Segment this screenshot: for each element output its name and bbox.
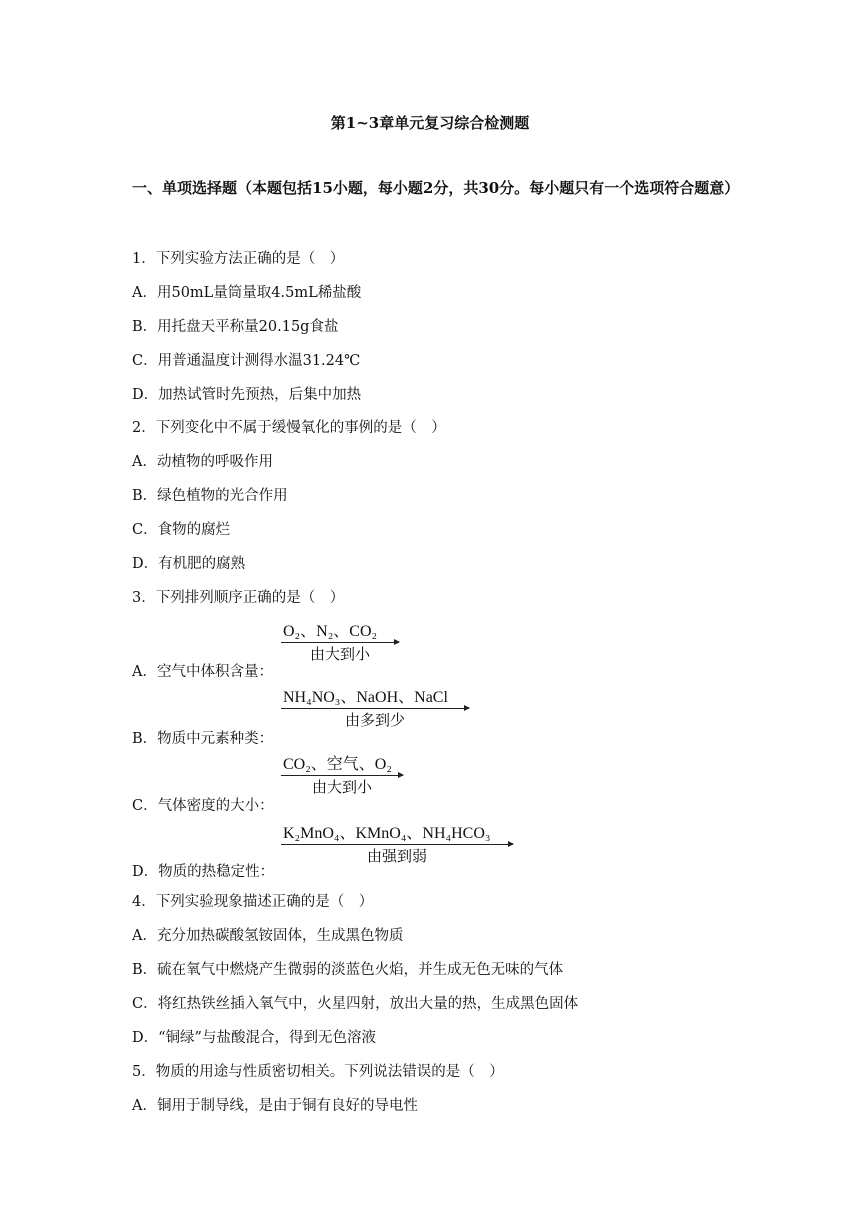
q1-option-d: D．加热试管时先预热，后集中加热 (132, 387, 362, 403)
q3-stem: 3．下列排列顺序正确的是（ ） (132, 590, 345, 606)
q3-a-arrow-top: O₂、N₂、CO₂ (283, 623, 378, 640)
q3-c-arrow-top: CO₂、空气、O₂ (283, 756, 392, 773)
q3-b-arrow-bottom: 由多到少 (344, 711, 405, 729)
q3-option-c: C．气体密度的大小： (132, 798, 274, 814)
q4-option-a: A．充分加热碳酸氢铵固体，生成黑色物质 (132, 928, 404, 944)
arrow-line (281, 775, 403, 776)
q2-option-b: B．绿色植物的光合作用 (132, 488, 288, 504)
q3-d-arrow-bottom: 由强到弱 (366, 847, 427, 865)
q4-option-c: C．将红热铁丝插入氧气中，火星四射，放出大量的热，生成黑色固体 (132, 996, 579, 1012)
q2-stem: 2．下列变化中不属于缓慢氧化的事例的是（ ） (132, 420, 446, 436)
q1-option-c: C．用普通温度计测得水温31.24℃ (132, 353, 361, 369)
q3-b-arrow-top: NH₄NO₃、NaOH、NaCl (283, 689, 448, 706)
q3-option-b: B．物质中元素种类： (132, 731, 274, 747)
q3-b-arrow (281, 688, 469, 731)
q4-option-d: D．“铜绿”与盐酸混合，得到无色溶液 (132, 1030, 376, 1046)
q1-option-a: A．用50mL量筒量取4.5mL稀盐酸 (132, 285, 362, 301)
q5-stem: 5．物质的用途与性质密切相关。下列说法错误的是（ ） (132, 1064, 504, 1080)
section-heading: 一、单项选择题（本题包括15小题，每小题2分，共30分。每小题只有一个选项符合题意） (132, 179, 740, 197)
q3-c-arrow-bottom: 由大到小 (311, 778, 372, 796)
arrow-line (281, 642, 399, 643)
arrow-line (281, 844, 513, 845)
q4-stem: 4．下列实验现象描述正确的是（ ） (132, 894, 374, 910)
q2-option-c: C．食物的腐烂 (132, 522, 231, 538)
q3-a-arrow (281, 622, 399, 665)
q3-c-arrow (281, 755, 403, 798)
q4-option-b: B．硫在氧气中燃烧产生微弱的淡蓝色火焰，并生成无色无味的气体 (132, 962, 564, 978)
q3-d-arrow (281, 824, 513, 867)
q1-stem: 1．下列实验方法正确的是（ ） (132, 251, 345, 267)
q2-option-d: D．有机肥的腐熟 (132, 556, 246, 572)
arrow-line (281, 708, 469, 709)
q3-option-a: A．空气中体积含量： (132, 664, 273, 680)
page-title: 第1~3章单元复习综合检测题 (330, 114, 530, 132)
q2-option-a: A．动植物的呼吸作用 (132, 454, 273, 470)
q1-option-b: B．用托盘天平称量20.15g食盐 (132, 319, 339, 335)
q5-option-a: A．铜用于制导线，是由于铜有良好的导电性 (132, 1098, 418, 1114)
q3-a-arrow-bottom: 由大到小 (309, 645, 370, 663)
q3-d-arrow-top: K₂MnO₄、KMnO₄、NH₄HCO₃ (283, 825, 491, 842)
q3-option-d: D．物质的热稳定性： (132, 864, 275, 880)
